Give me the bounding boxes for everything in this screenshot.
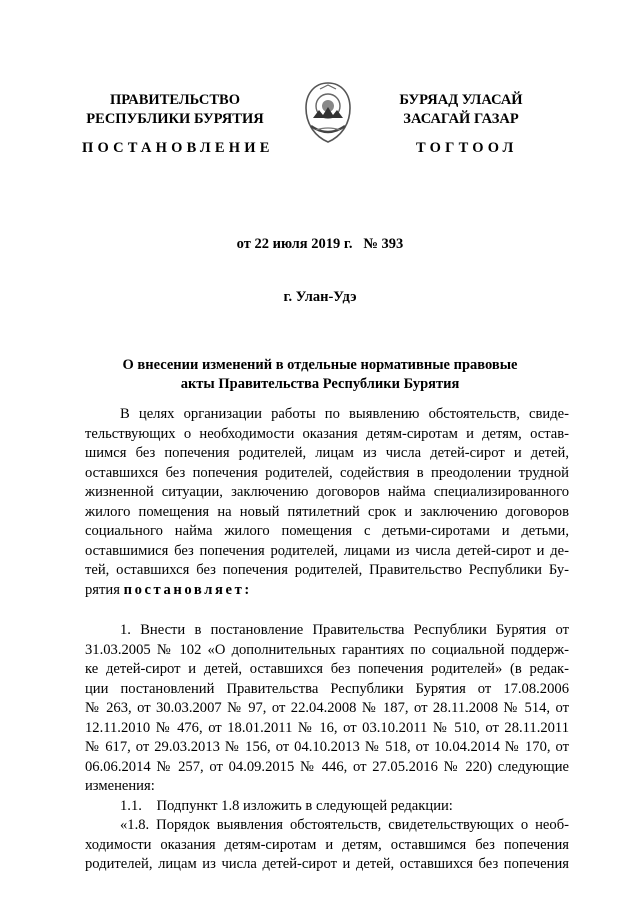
- doc-date-number: от 22 июля 2019 г. № 393: [236, 236, 404, 252]
- para1-line: тельствующих о необходимости оказания детям-сиротам и детям, остав-: [85, 425, 569, 442]
- para2-line: № 617, от 29.03.2013 № 156, от 04.10.2013 № 518, от 10.04.2014 № 170, от: [85, 739, 569, 755]
- enacting-word: постановляет:: [123, 581, 252, 598]
- doc-title-line2: акты Правительства Республики Бурятия: [180, 376, 460, 392]
- para1-line: В целях организации работы по выявлению обстоятельств, свиде-: [120, 406, 569, 422]
- para1-line: жилого помещения на новый пятилетний срок и заключению договоров: [85, 503, 569, 520]
- issuer-ru-line2: РЕСПУБЛИКИ БУРЯТИЯ: [86, 111, 264, 127]
- doc-city: г. Улан-Удэ: [283, 289, 357, 305]
- para2-line: 31.03.2005 № 102 «О дополнительных гарантиях по социальной поддерж-: [85, 641, 569, 658]
- para3-line: «1.8. Порядок выявления обстоятельств, свидетельствующих о необ-: [120, 817, 569, 833]
- para1-line: оставшихся без попечения родителей, содействия в преодолении трудной: [85, 464, 569, 481]
- subpoint-1-1: 1.1. Подпункт 1.8 изложить в следующей редакции:: [120, 797, 453, 814]
- para1-last-line: [85, 581, 569, 601]
- doc-title-line1: О внесении изменений в отдельные нормативные правовые: [122, 357, 518, 373]
- para2-line: 06.06.2014 № 257, от 04.09.2015 № 446, от 27.05.2016 № 220) следующие: [85, 758, 569, 775]
- para2-line: ции постановлений Правительства Республики Бурятия от 17.08.2006: [85, 680, 569, 697]
- para1-line: шимся без попечения родителей, лицам из числа детей-сирот и детей,: [85, 445, 569, 461]
- para2-line: ке детей-сирот и детей, оставшихся без попечения родителей» (в редак-: [85, 661, 569, 677]
- para1-line: оставшимися без попечения родителей, лицами из числа детей-сирот и де-: [85, 542, 569, 559]
- issuer-bua-line2: ЗАСАГАЙ ГАЗАР: [403, 111, 519, 127]
- para1-last-prefix: рятия: [85, 581, 124, 598]
- para1-line: тей, оставшихся без попечения родителей, Правительство Республики Бу-: [85, 562, 569, 578]
- doc-type-bua: ТОГТООЛ: [416, 140, 518, 156]
- para2-line: изменения:: [85, 778, 155, 794]
- para2-line: 12.11.2010 № 476, от 18.01.2011 № 16, от 03.10.2011 № 510, от 28.11.2011: [85, 719, 569, 736]
- para2-line: № 263, от 30.03.2007 № 97, от 22.04.2008 № 187, от 28.11.2008 № 514, от: [85, 700, 569, 716]
- coat-of-arms-emblem: [299, 80, 357, 146]
- para3-line: родителей, лицам из числа детей-сирот и детей, оставшихся без попечения: [85, 856, 569, 872]
- issuer-ru-line1: ПРАВИТЕЛЬСТВО: [110, 92, 240, 108]
- emblem-icon: [299, 80, 357, 146]
- para2-line: 1. Внести в постановление Правительства Республики Бурятия от: [120, 622, 569, 638]
- para1-line: социального найма жилого помещения с детьми-сиротами и детьми,: [85, 523, 569, 539]
- para1-line: жизненной ситуации, заключению договоров найма специализированного: [85, 484, 569, 500]
- issuer-bua-line1: БУРЯАД УЛАСАЙ: [399, 92, 523, 108]
- para3-line: ходимости оказания детям-сиротам и детям, оставшимся без попечения: [85, 836, 569, 853]
- doc-type-ru: ПОСТАНОВЛЕНИЕ: [82, 140, 274, 156]
